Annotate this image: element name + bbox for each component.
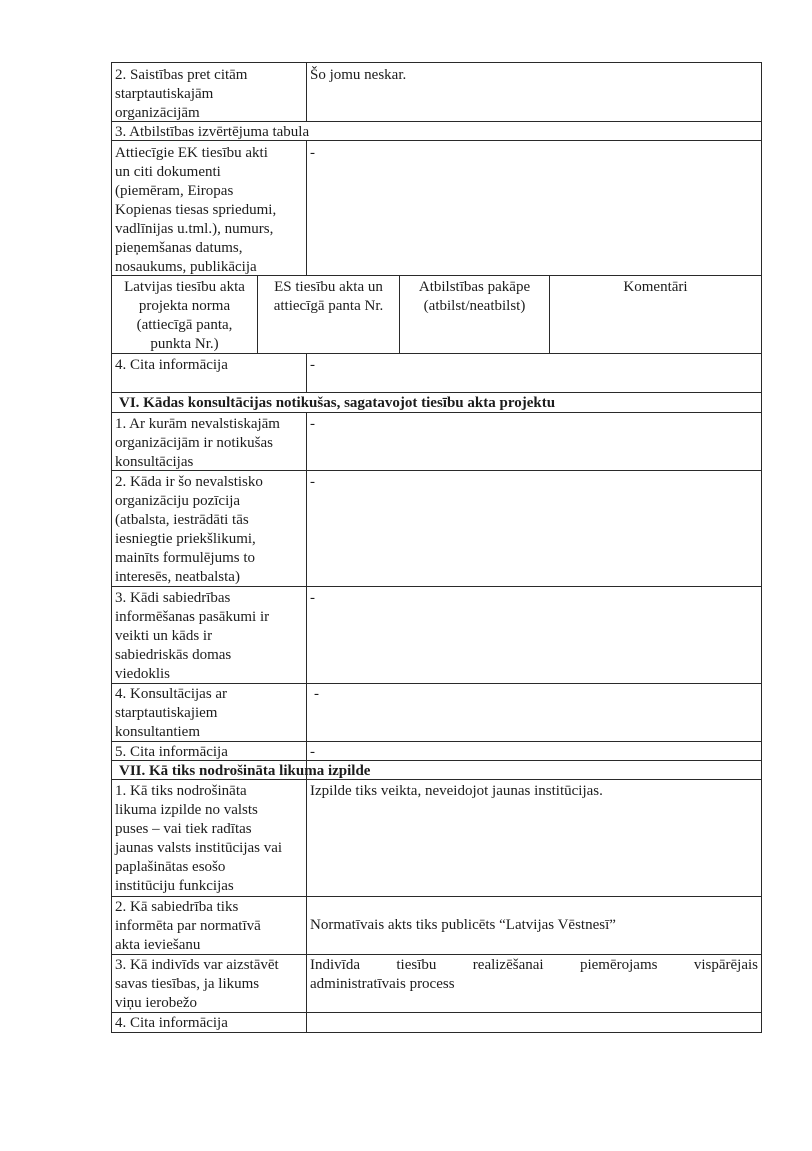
s6-q1-value: - [310, 416, 315, 432]
section-6-title: VI. Kādas konsultācijas notikušas, sagatavojot tiesību akta projektu [119, 395, 556, 411]
s7-q3-label: 3. Kā indivīds var aizstāvēt savas tiesības, ja likums viņu ierobežo [115, 957, 279, 1011]
s6-q5-label: 5. Cita informācija [115, 744, 228, 760]
table-rule [111, 392, 762, 393]
s6-q4-label: 4. Konsultācijas ar starptautiskajiem konsultantiem [115, 686, 228, 740]
s7-q4-label: 4. Cita informācija [115, 1015, 228, 1031]
column-header-eu-act: ES tiesību akta un attiecīgā panta Nr. [273, 279, 384, 314]
s7-q1-label: 1. Kā tiks nodrošināta likuma izpilde no valsts puses – vai tiek radītas jaunas valsts institūcijas vai paplašinātas esošo institūciju funkcijas [115, 783, 283, 894]
s6-q2-value: - [310, 474, 315, 490]
s6-q1-label: 1. Ar kurām nevalstiskajām organizācijām ir notikušas konsultācijas [115, 416, 280, 470]
table-rule [111, 62, 112, 1033]
ec-acts-label: Attiecīgie EK tiesību akti un citi dokumenti (piemēram, Eiropas Kopienas tiesas spriedumi, vadlīnijas u.tml.), numurs, pieņemšanas datums, nosaukums, publikācija [115, 145, 277, 275]
s6-q3-value: - [310, 590, 315, 606]
column-header-latvian-norm: Latvijas tiesību akta projekta norma (attiecīgā panta, punkta Nr.) [124, 279, 245, 352]
table-rule [111, 62, 762, 63]
s7-q3-value-line1: Indivīda tiesību realizēšanai piemērojams vispārējais [310, 957, 758, 973]
table-rule [306, 353, 307, 392]
s6-q2-label: 2. Kāda ir šo nevalstisko organizāciju pozīcija (atbalsta, iestrādāti tās iesniegtie priekšlikumi, mainīts formulējums to interesēs, neatbalsta) [115, 474, 263, 585]
s7-q2-label: 2. Kā sabiedrība tiks informēta par normatīvā akta ieviešanu [115, 899, 261, 953]
s7-q1-value: Izpilde tiks veikta, neveidojot jaunas institūcijas. [310, 783, 603, 799]
table-rule [111, 896, 762, 897]
section-7-title: VII. Kā tiks nodrošināta likuma izpilde [119, 763, 371, 779]
s6-q4-value: - [314, 686, 319, 702]
ec-acts-value: - [310, 145, 315, 161]
column-header-comments: Komentāri [623, 279, 688, 295]
s6-q3-label: 3. Kādi sabiedrības informēšanas pasākumi ir veikti un kāds ir sabiedriskās domas viedoklis [115, 590, 270, 682]
table-rule [306, 412, 307, 780]
column-header-compliance-degree: Atbilstības pakāpe (atbilst/neatbilst) [418, 279, 531, 314]
s7-q3-value-line2: administratīvais process [310, 976, 455, 992]
obligations-value: Šo jomu neskar. [310, 67, 407, 83]
table-rule [306, 140, 307, 275]
s7-q2-value: Normatīvais akts tiks publicēts “Latvijas Vēstnesī” [310, 917, 616, 933]
obligations-label: 2. Saistības pret citām starptautiskajām organizācijām [115, 67, 248, 121]
compliance-table-heading: 3. Atbilstības izvērtējuma tabula [115, 124, 310, 140]
table-rule [306, 62, 307, 121]
other-info-label: 4. Cita informācija [115, 357, 228, 373]
s6-q5-value: - [310, 744, 315, 760]
table-rule [761, 62, 762, 1033]
other-info-value: - [310, 357, 315, 373]
